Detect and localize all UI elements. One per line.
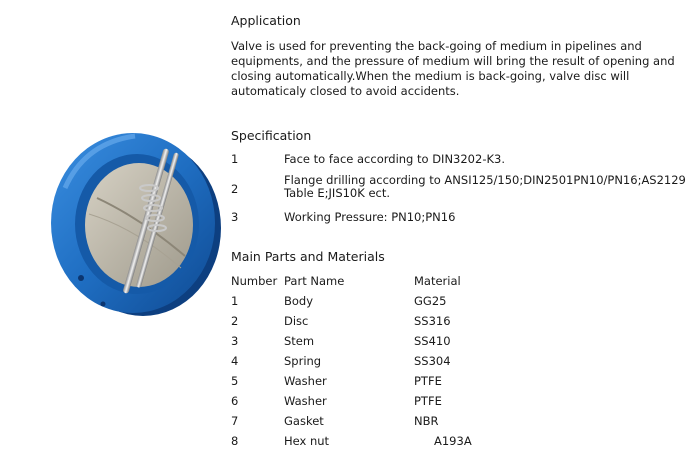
part-name: Gasket [284,414,324,428]
application-title: Application [231,13,301,28]
part-material: GG25 [414,294,447,308]
part-number: 5 [231,374,239,388]
part-material: SS304 [414,354,451,368]
part-name: Washer [284,394,327,408]
application-text [231,39,675,99]
spec-text: Face to face according to DIN3202-K3. [284,152,505,166]
part-name: Body [284,294,314,308]
part-number: 2 [231,314,239,328]
check-valve-image [45,128,225,318]
spec-text [284,174,686,200]
part-material: SS410 [414,334,451,348]
spec-text-line: Table E;JIS10K ect. [284,186,391,200]
part-name: Washer [284,374,327,388]
part-material: A193A [434,434,472,448]
header-part-name: Part Name [284,274,345,288]
specification-title: Specification [231,128,312,143]
application-line: Valve is used for preventing the back-going of medium in pipelines and [231,39,642,53]
part-material: PTFE [414,374,442,388]
application-line: closing automatically.When the medium is back-going, valve disc will [231,69,630,83]
part-name: Disc [284,314,309,328]
spec-text-line: Flange drilling according to ANSI125/150;DIN2501PN10/PN16;AS2129 [284,173,686,187]
part-number: 6 [231,394,239,408]
spec-number: 3 [231,210,239,224]
part-number: 4 [231,354,239,368]
part-number: 8 [231,434,239,448]
part-name: Stem [284,334,315,348]
part-number: 3 [231,334,239,348]
part-name: Hex nut [284,434,330,448]
header-material: Material [414,274,461,288]
spec-number: 1 [231,152,239,166]
application-line: automaticaly closed to avoid accidents. [231,84,460,98]
part-material: NBR [414,414,439,428]
check-valve-icon [45,128,225,318]
header-number: Number [231,274,278,288]
spec-number: 2 [231,182,239,196]
part-name: Spring [284,354,322,368]
part-number: 7 [231,414,239,428]
part-number: 1 [231,294,239,308]
part-material: PTFE [414,394,442,408]
parts-title: Main Parts and Materials [231,249,385,264]
application-line: equipments, and the pressure of medium will bring the result of opening and [231,54,675,68]
spec-text: Working Pressure: PN10;PN16 [284,210,456,224]
part-material: SS316 [414,314,451,328]
